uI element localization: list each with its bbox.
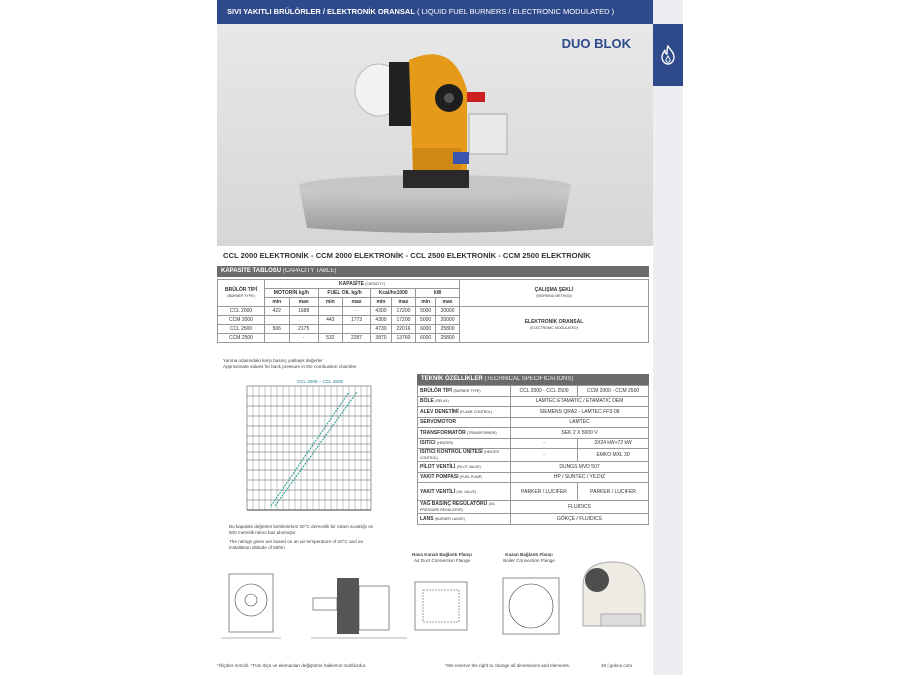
- spec-label: ISITICI KONTROL ÜNİTESİ (HEATER CONTROL): [418, 449, 511, 462]
- table-cell: 20000: [436, 316, 460, 325]
- spec-label: YAKIT VENTİLİ (OIL VALVE): [418, 483, 511, 501]
- spec-value: CCM 2000 - CCM 2500: [578, 386, 649, 397]
- table-row: [418, 514, 649, 525]
- table-row: [418, 396, 649, 407]
- fan-photo: [573, 556, 653, 632]
- page-header-bar: [217, 0, 653, 24]
- table-cell: [318, 307, 342, 316]
- burner-illustration: [217, 24, 653, 246]
- spec-label: BÖLE (RELAY): [418, 396, 511, 407]
- table-row: [418, 501, 649, 514]
- max-label: max: [391, 298, 416, 307]
- table-cell: CCL 2500: [218, 325, 265, 334]
- table-cell: 5000: [416, 307, 436, 316]
- table-cell: -: [342, 307, 371, 316]
- spec-value: GÖKÇE / FLUIDICS: [511, 514, 649, 525]
- spec-value: HP / SUNTEC / YILDIZ: [511, 472, 649, 483]
- kw-header: kW: [416, 289, 460, 298]
- table-row: [418, 472, 649, 483]
- capacity-section-bar: [217, 266, 649, 277]
- spec-label: BRÜLÖR TİPİ (BURNER TYPE): [418, 386, 511, 397]
- table-row: [418, 407, 649, 418]
- boiler-flange-drawing: [499, 574, 563, 638]
- table-row: [418, 386, 649, 397]
- back-pressure-chart: [225, 378, 395, 518]
- spec-label: PİLOT VENTİLİ (PILOT VALVE): [418, 462, 511, 473]
- spec-value: 3X24 kW+72 kW: [578, 438, 649, 449]
- table-row: [418, 428, 649, 439]
- table-cell: 1773: [342, 316, 371, 325]
- spec-label: ALEV DENETİMİ (FLAME CONTROL): [418, 407, 511, 418]
- max-label: max: [342, 298, 371, 307]
- burner-type-header: BRÜLÖR TİPİ (BURNER TYPE): [218, 280, 265, 307]
- min-label: min: [318, 298, 342, 307]
- table-cell: 422: [265, 307, 290, 316]
- table-row: [218, 307, 649, 316]
- table-cell: 443: [318, 316, 342, 325]
- chart-caption: Yanma odasındaki karşı basınç yaklaşık değerler Approximate values for back pressure in the combustion chamber: [223, 358, 357, 369]
- max-label: max: [289, 298, 318, 307]
- air-duct-flange-drawing: [409, 576, 473, 636]
- table-cell: 4300: [371, 316, 391, 325]
- table-cell: 13760: [391, 334, 416, 343]
- tech-subtitle: (TECHNICAL SPECIFICATIONS): [484, 376, 574, 382]
- table-cell: 2287: [342, 334, 371, 343]
- product-photo: [217, 24, 653, 246]
- air-duct-flange-label: Hava Kanalı Bağlantı Flanşı Air Duct Connection Flange: [412, 552, 472, 563]
- table-cell: [318, 325, 342, 334]
- table-cell: 5000: [416, 316, 436, 325]
- table-cell: 20000: [436, 307, 460, 316]
- fueloil-header: FUEL OIL kg/h: [318, 289, 370, 298]
- spec-label: YAKIT POMPASI (FUEL PUMP): [418, 472, 511, 483]
- table-cell: 25800: [436, 334, 460, 343]
- table-cell: 506: [265, 325, 290, 334]
- spec-value: SEK 2 X 5000 V: [511, 428, 649, 439]
- models-line: CCL 2000 ELEKTRONİK - CCM 2000 ELEKTRONİK - CCL 2500 ELEKTRONİK - CCM 2500 ELEKTRONİK: [223, 251, 591, 260]
- series-label: DUO BLOK: [561, 36, 631, 51]
- capacity-header: KAPASİTE (CAPACITY): [265, 280, 460, 289]
- spec-value: FLUIDICS: [511, 501, 649, 514]
- capacity-title: KAPASİTE TABLOSU: [221, 268, 282, 274]
- spec-label: LANS (BURNER LANCE): [418, 514, 511, 525]
- table-cell: CCM 2000: [218, 316, 265, 325]
- dimension-drawing-side: [311, 568, 411, 642]
- spec-value: CCL 2000 - CCL 2500: [511, 386, 578, 397]
- catalog-page: [217, 0, 683, 675]
- flame-icon: [660, 45, 676, 65]
- boiler-flange-label: Kazan Bağlantı Flanşı Boiler Connection Flange: [503, 552, 555, 563]
- table-cell: CCL 2000: [218, 307, 265, 316]
- table-cell: 6000: [416, 334, 436, 343]
- spec-value: -: [511, 449, 578, 462]
- table-row: [418, 483, 649, 501]
- spec-value: -: [511, 438, 578, 449]
- spec-label: TRANSFORMATÖR (TRANSFORMER): [418, 428, 511, 439]
- max-label: max: [436, 298, 460, 307]
- capacity-subtitle: (CAPACITY TABLE): [282, 268, 337, 274]
- footer-note: *Ölçüler mm'dir. *Tüm ölçü ve elemanları değiştirme hakkımız mahfuzdur.: [217, 663, 367, 668]
- header-title: SIVI YAKITLI BRÜLÖRLER / ELEKTRONİK ORANSAL: [227, 7, 415, 16]
- min-label: min: [416, 298, 436, 307]
- page-number: 48 | gokce.com: [601, 663, 633, 668]
- table-row: [418, 417, 649, 428]
- min-label: min: [265, 298, 290, 307]
- table-cell: 6000: [416, 325, 436, 334]
- table-cell: 22016: [391, 325, 416, 334]
- category-tab: [653, 24, 683, 86]
- table-cell: 2175: [289, 325, 318, 334]
- tech-title: TEKNİK ÖZELLİKLER: [421, 376, 483, 382]
- table-cell: 4730: [371, 325, 391, 334]
- spec-value: LAMTEC ETAMATIC / ETAMATIC OEM: [511, 396, 649, 407]
- table-cell: 1688: [289, 307, 318, 316]
- spec-value: LAMTEC: [511, 417, 649, 428]
- chart-note: Bu kapasite değerleri belirlenirken 20°C derecelik bir ortam sıcaklığı ve 500 metrelik rakım baz alınmıştır. The ratings given are based on an air temperature of 20°C and an installation altitude of 500m.: [229, 524, 374, 550]
- table-row: [418, 438, 649, 449]
- min-label: min: [371, 298, 391, 307]
- spec-label: SERVOMOTOR: [418, 417, 511, 428]
- tech-spec-table: [417, 385, 649, 525]
- spec-value: DUNGS MVD 507: [511, 462, 649, 473]
- spec-value: PARKER / LUCIFER: [511, 483, 578, 501]
- table-row: [418, 449, 649, 462]
- spec-label: YAĞ BASINÇ REGÜLATÖRÜ (OIL PRESSURE REGULATOR): [418, 501, 511, 514]
- spec-label: ISITICI (HEATER): [418, 438, 511, 449]
- spec-value: PARKER / LUCIFER: [578, 483, 649, 501]
- table-cell: -: [289, 334, 318, 343]
- dimension-drawing-front: [221, 568, 291, 642]
- tech-section-bar: [417, 374, 649, 385]
- table-cell: [265, 334, 290, 343]
- table-cell: 17200: [391, 316, 416, 325]
- table-cell: 17200: [391, 307, 416, 316]
- motorin-header: MOTORİN kg/h: [265, 289, 319, 298]
- side-strip: [653, 0, 683, 675]
- chart-legend: CCL 2000 – CCL 2500: [296, 379, 344, 384]
- spec-value: EMKO MXL 30: [578, 449, 649, 462]
- table-cell: [342, 325, 371, 334]
- header-subtitle: ( LIQUID FUEL BURNERS / ELECTRONIC MODULATED ): [417, 7, 615, 16]
- working-method-cell: ELEKTRONİK ORANSAL (ELECTRONIC MODULATED): [460, 307, 649, 343]
- table-row: [418, 462, 649, 473]
- kcal-header: Kcal/hx1000: [371, 289, 416, 298]
- spec-value: SIEMENS QRA2 - LAMTEC FFS 08: [511, 407, 649, 418]
- table-cell: [265, 316, 290, 325]
- table-cell: 4300: [371, 307, 391, 316]
- table-cell: 25800: [436, 325, 460, 334]
- capacity-table: [217, 279, 649, 343]
- table-cell: CCM 2500: [218, 334, 265, 343]
- footer-note-en: *We reserve the right to change all dimensions and elements.: [445, 663, 571, 668]
- working-method-header: ÇALIŞMA ŞEKLİ (WORKING METHOD): [460, 280, 649, 307]
- table-cell: 3870: [371, 334, 391, 343]
- table-cell: [289, 316, 318, 325]
- table-cell: 532: [318, 334, 342, 343]
